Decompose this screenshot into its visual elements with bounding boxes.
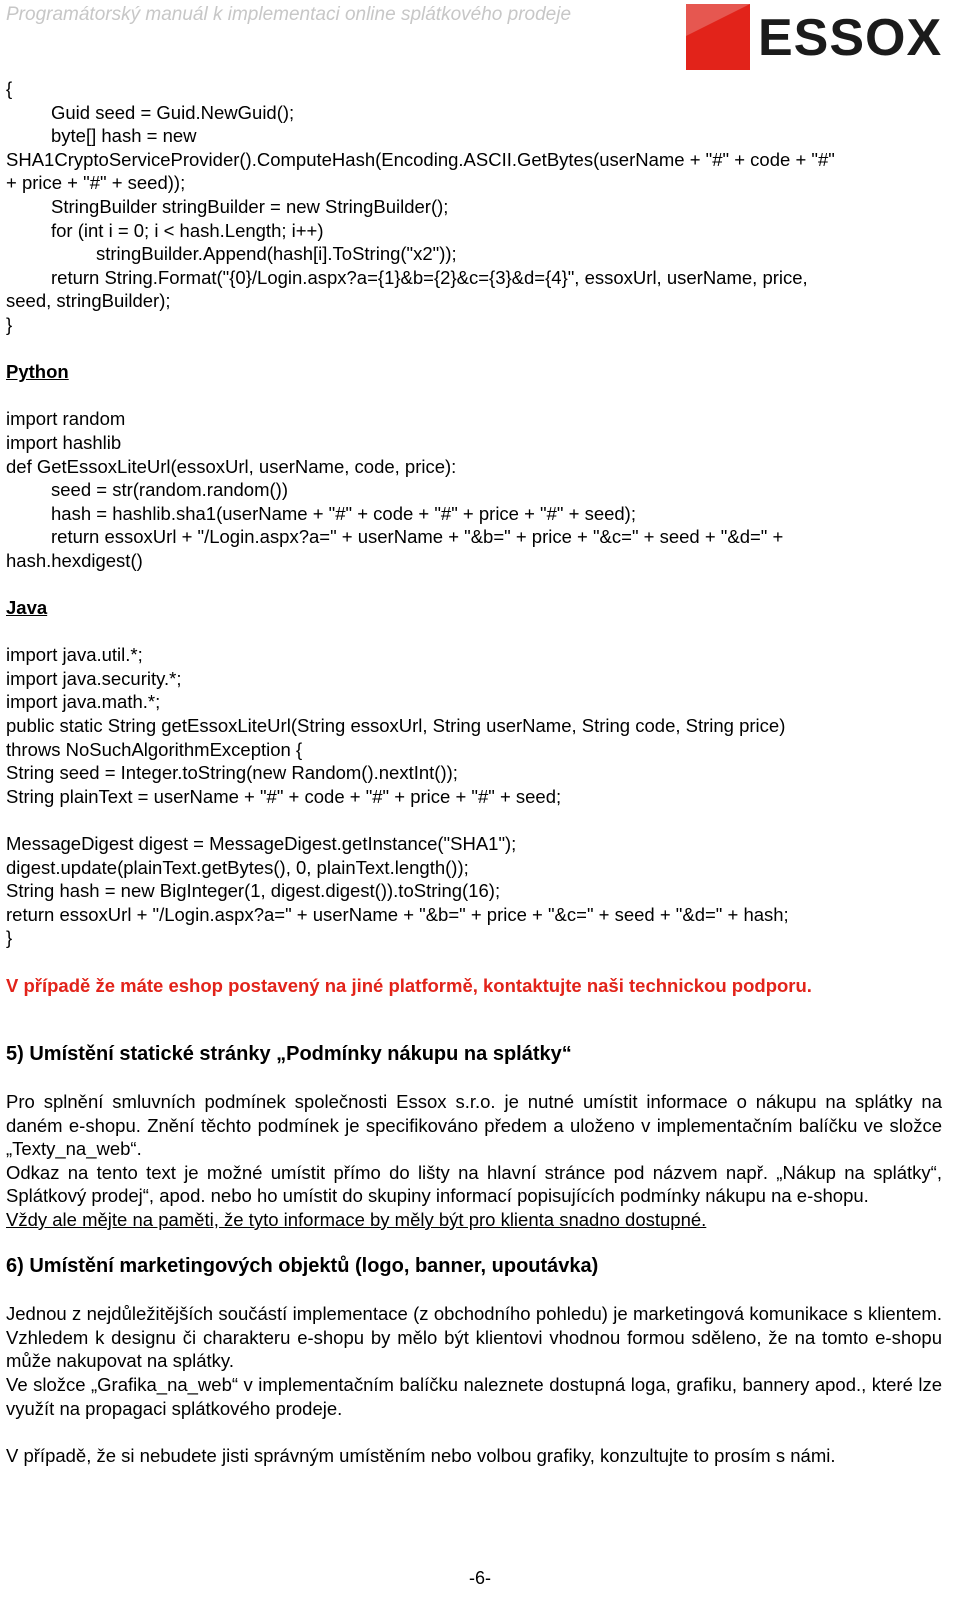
code-line: String plainText = userName + "#" + code + "#" + price + "#" + seed; <box>6 785 562 807</box>
code-line: String hash = new BigInteger(1, digest.digest()).toString(16); <box>6 880 501 902</box>
java-heading: Java <box>6 597 48 619</box>
code-line: hash.hexdigest() <box>6 549 143 571</box>
code-line: MessageDigest digest = MessageDigest.getInstance("SHA1"); <box>6 833 517 854</box>
document-header-title: Programátorský manuál k implementaci online splátkového prodeje <box>6 4 572 25</box>
code-line: Guid seed = Guid.NewGuid(); <box>51 101 295 123</box>
section-5-note: Vždy ale mějte na paměti, že tyto informace by měly být pro klienta snadno dostupné. <box>6 1208 707 1230</box>
code-line: digest.update(plainText.getBytes(), 0, plainText.length()); <box>6 856 469 878</box>
csharp-code-block <box>6 77 942 337</box>
code-line: + price + "#" + seed)); <box>6 172 186 194</box>
code-line: SHA1CryptoServiceProvider().ComputeHash(Encoding.ASCII.GetBytes(userName + "#" + code + "#" <box>6 148 835 170</box>
code-line: def GetEssoxLiteUrl(essoxUrl, userName, code, price): <box>6 455 457 477</box>
code-line: import hashlib <box>6 431 122 453</box>
code-line: import java.math.*; <box>6 691 161 713</box>
essox-logo-text: ESSOX <box>758 9 943 67</box>
code-line: stringBuilder.Append(hash[i].ToString("x2")); <box>96 243 457 265</box>
code-line: StringBuilder stringBuilder = new StringBuilder(); <box>51 195 449 217</box>
code-line: String seed = Integer.toString(new Random().nextInt()); <box>6 762 458 784</box>
section-5-heading: 5) Umístění statické stránky „Podmínky nákupu na splátky“ <box>6 1042 572 1065</box>
section-6-paragraph: Jednou z nejdůležitějších součástí implementace (z obchodního pohledu) je marketingová komunikace s klientem. Vzhledem k designu či charakteru e-shopu by mělo být klientovi vhodnou formou sděleno, že na tomto e-shopu může nakupovat na splátky. <box>6 1303 942 1372</box>
document-body <box>6 77 942 1467</box>
code-line: } <box>6 927 13 949</box>
code-line: { <box>6 78 13 99</box>
code-line: for (int i = 0; i < hash.Length; i++) <box>51 219 324 241</box>
code-line: byte[] hash = new <box>51 125 197 147</box>
python-code-block <box>6 407 942 572</box>
essox-logo-mark <box>686 4 750 70</box>
code-line: import java.util.*; <box>6 644 143 666</box>
section-5-paragraph: Odkaz na tento text je možné umístit přímo do lišty na hlavní stránce pod názvem např. „Nákup na splátky“, Splátkový prodej“, apod. nebo ho umístit do skupiny informací popisujících podmínky nákupu na e-shopu. <box>6 1161 942 1207</box>
section-6-paragraph: Ve složce „Grafika_na_web“ v implementačním balíčku naleznete dostupná loga, grafiku, bannery apod., které lze využít na propagaci splátkového prodeje. <box>6 1374 942 1419</box>
page-number: -6- <box>469 1568 491 1588</box>
code-line: return essoxUrl + "/Login.aspx?a=" + userName + "&b=" + price + "&c=" + seed + "&d=" + <box>51 526 784 548</box>
code-line: seed = str(random.random()) <box>51 479 288 501</box>
section-5-paragraph: Pro splnění smluvních podmínek společnosti Essox s.r.o. je nutné umístit informace o nákupu na splátky na daném e-shopu. Znění těchto podmínek je specifikováno předem a uloženo v implementačním balíčku ve složce „Texty_na_web“. <box>6 1090 942 1160</box>
code-line: hash = hashlib.sha1(userName + "#" + code + "#" + price + "#" + seed); <box>51 502 636 524</box>
section-6-heading: 6) Umístění marketingových objektů (logo, banner, upoutávka) <box>6 1255 599 1278</box>
platform-support-note: V případě že máte eshop postavený na jiné platformě, kontaktujte naši technickou podporu. <box>6 974 812 996</box>
code-line: } <box>6 313 13 335</box>
code-line: throws NoSuchAlgorithmException { <box>6 738 303 760</box>
essox-logo <box>686 4 956 70</box>
java-code-block <box>6 643 942 950</box>
code-line: seed, stringBuilder); <box>6 290 171 312</box>
code-line: return essoxUrl + "/Login.aspx?a=" + userName + "&b=" + price + "&c=" + seed + "&d=" + hash; <box>6 903 789 925</box>
section-6-paragraph: V případě, že si nebudete jisti správným umístěním nebo volbou grafiky, konzultujte to prosím s námi. <box>6 1444 836 1466</box>
code-line: import java.security.*; <box>6 667 182 689</box>
python-heading: Python <box>6 361 69 383</box>
code-line: public static String getEssoxLiteUrl(String essoxUrl, String userName, String code, String price) <box>6 715 786 737</box>
code-line: return String.Format("{0}/Login.aspx?a={1}&b={2}&c={3}&d={4}", essoxUrl, userName, price, <box>51 266 808 288</box>
code-line: import random <box>6 408 126 430</box>
